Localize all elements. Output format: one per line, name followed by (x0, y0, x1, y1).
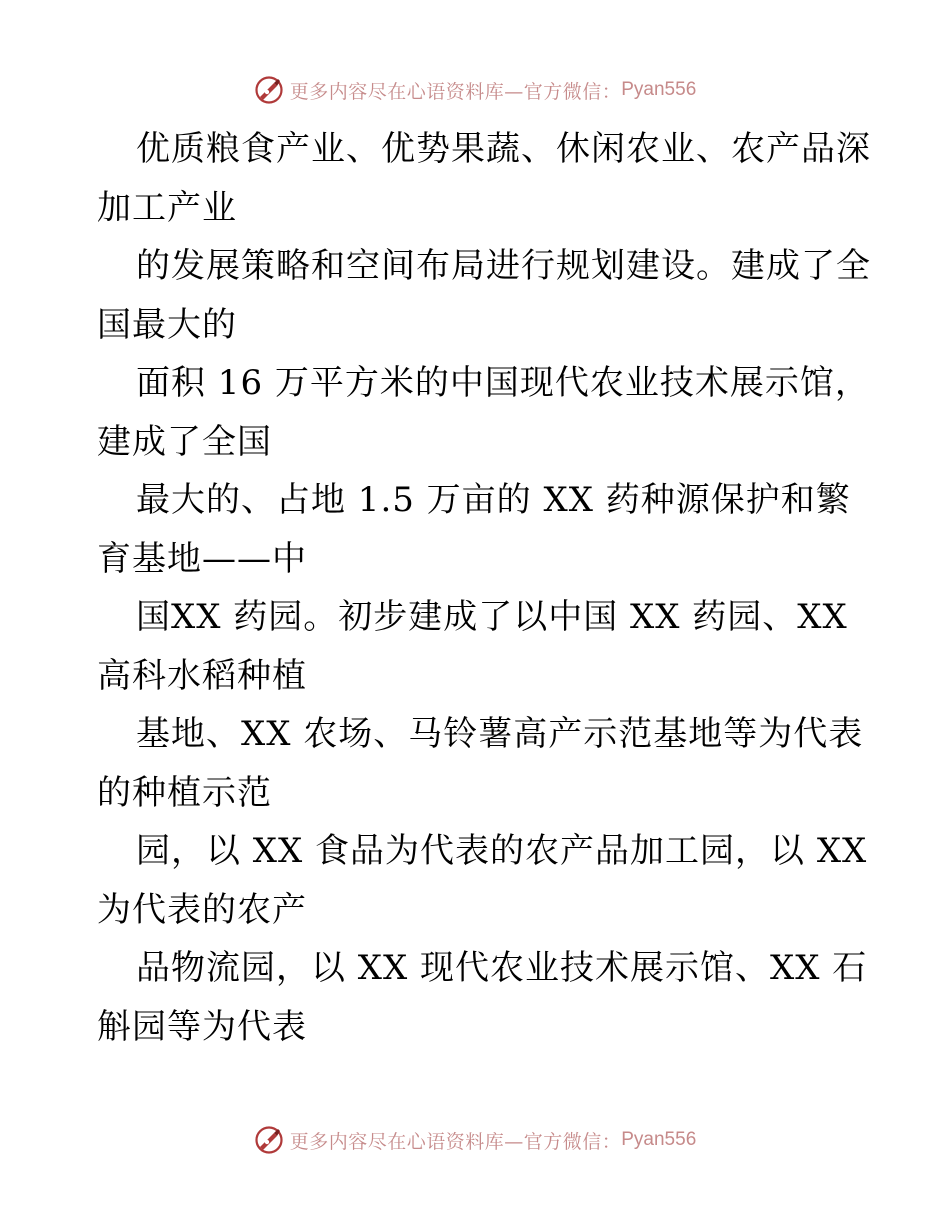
paragraph (97, 237, 871, 354)
paragraph-line: 优质粮食产业、优势果蔬、休闲农业、农产品深 (136, 129, 871, 169)
paragraph-line: 最大的、占地 1.5 万亩的 XX 药种源保护和繁 (136, 480, 851, 520)
paragraph-line: 基地、XX 农场、马铃薯高产示范基地等为代表 (136, 714, 864, 754)
header-banner-text: 更多内容尽在心语资料库—官方微信： (289, 80, 622, 103)
header-banner (0, 70, 950, 110)
paragraph (97, 822, 868, 939)
footer-wechat-id: Pyan556 (621, 1129, 697, 1150)
footer-banner-text: 更多内容尽在心语资料库—官方微信： (289, 1130, 622, 1153)
header-wechat-id: Pyan556 (621, 79, 697, 100)
body-text (97, 120, 871, 1056)
paragraph (97, 471, 857, 588)
paragraph (97, 588, 857, 705)
paragraph-line: 品物流园，以 XX 现代农业技术展示馆、XX 石 (136, 948, 868, 988)
paragraph (97, 354, 870, 471)
paragraph-line: 建成了全国 (97, 421, 272, 462)
paragraph-line: 国最大的 (97, 304, 237, 345)
paragraph-line: 园，以 XX 食品为代表的农产品加工园，以 XX (136, 831, 868, 871)
pen-logo-icon (254, 1125, 284, 1155)
paragraph-line: 的发展策略和空间布局进行规划建设。建成了全 (136, 246, 871, 286)
footer-banner (0, 1120, 950, 1160)
paragraph (97, 120, 871, 237)
paragraph (97, 939, 868, 1056)
paragraph-line: 育基地——中 (97, 538, 307, 579)
paragraph-line: 为代表的农产 (97, 889, 307, 930)
paragraph-line: 的种植示范 (97, 772, 272, 813)
paragraph-line: 加工产业 (97, 187, 237, 228)
paragraph-line: 斛园等为代表 (97, 1006, 307, 1047)
paragraph (97, 705, 864, 822)
pen-logo-icon (254, 75, 284, 105)
paragraph-line: 高科水稻种植 (97, 655, 307, 696)
paragraph-line: 面积 16 万平方米的中国现代农业技术展示馆， (136, 363, 870, 403)
paragraph-line: 国XX 药园。初步建成了以中国 XX 药园、XX (136, 597, 848, 637)
